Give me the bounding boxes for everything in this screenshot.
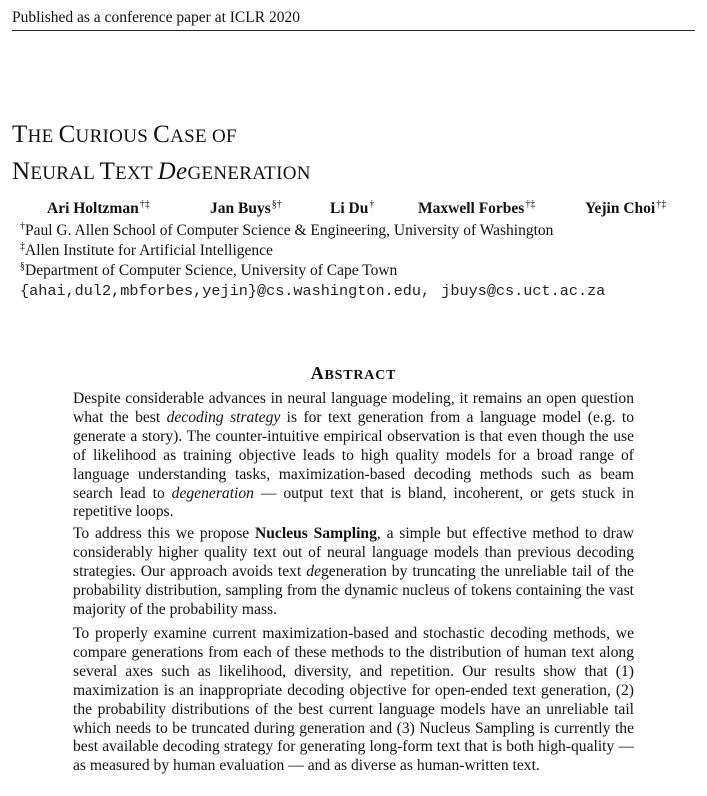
title-smallcaps: EXT [115, 162, 158, 184]
title-letter: C [153, 120, 171, 148]
author [418, 199, 535, 218]
affiliation-marks: §† [271, 199, 282, 210]
affiliation-text: Paul G. Allen School of Computer Science & Engineering, University of Washington [25, 222, 554, 239]
affiliation-marks: †‡ [525, 199, 536, 210]
affiliation-marks: †‡ [139, 199, 150, 210]
author-name: Maxwell Forbes [418, 200, 525, 217]
author [585, 199, 666, 218]
affiliation-text: Allen Institute for Artificial Intelligence [25, 242, 273, 259]
abstract-paragraph-1 [73, 390, 634, 522]
text-run: , a simple but effective method to draw considerably higher quality text out of neural language models than previous decoding strategies. Our approach avoids text [73, 525, 634, 580]
author-name: Li Du [330, 200, 369, 217]
author-name: Jan Buys [210, 200, 271, 217]
affiliation-marks: †‡ [656, 199, 667, 210]
title-letter: N [12, 157, 31, 185]
affiliation-mark: ‡ [20, 241, 25, 252]
abstract-paragraph-3: To properly examine current maximization-based and stochastic decoding methods, we compare generations from each of these methods to the distribution of human text along several axes such as likelihood, diversity, and repetition. Our results show that (1) maximization is an inappropriate decoding objective for open-ended text generation, (2) the probability distributions of the best current language models have an unreliable tail which needs to be truncated during generation and (3) Nucleus Sampling is currently the best available decoding strategy for generating long-form text that is both high-quality — as measured by human evaluation — and as diverse as human-written text. [73, 625, 634, 775]
title-smallcaps: GENERATION [187, 162, 311, 184]
title-letter: C [58, 120, 76, 148]
title-letter: T [12, 120, 28, 148]
heading-smallcaps: BSTRACT [324, 367, 397, 383]
text-run: is for text generation from a language model (e.g. to generate a story). The counter-intuitive empirical observation is that even though the use of likelihood as training objective leads to high quality models for a broad range of language understanding tasks, maximization-based decoding methods such as beam search lead to [73, 408, 635, 502]
title-line-1 [12, 117, 311, 154]
title-smallcaps: URIOUS [75, 125, 154, 147]
title-smallcaps: ASE OF [170, 125, 237, 147]
author [330, 199, 374, 218]
title-smallcaps: HE [27, 125, 59, 147]
author-name: Ari Holtzman [47, 200, 139, 217]
author [210, 199, 282, 218]
affiliation-mark: § [20, 261, 25, 272]
text-run: To address this we propose [73, 525, 255, 542]
emphasis: de [306, 562, 321, 580]
author-name: Yejin Choi [585, 200, 656, 217]
method-name: Nucleus Sampling [254, 525, 377, 542]
abstract-paragraph-2 [73, 525, 634, 620]
affiliation [20, 261, 397, 280]
affiliation [20, 221, 553, 240]
affiliation-marks: † [369, 199, 375, 210]
emphasis: decoding strategy [166, 408, 281, 426]
author-list [47, 199, 687, 219]
title-letter: T [99, 157, 116, 185]
paper-title [12, 117, 311, 191]
title-line-2 [12, 154, 311, 191]
author-emails: {ahai,dul2,mbforbes,yejin}@cs.washington.edu, jbuys@cs.uct.ac.za [20, 282, 606, 300]
affiliation [20, 241, 273, 260]
running-header: Published as a conference paper at ICLR 2020 [12, 9, 695, 31]
affiliation-text: Department of Computer Science, University of Cape Town [25, 262, 398, 279]
abstract-heading [0, 363, 707, 384]
text-run: generation by truncating the unreliable tail of the probability distribution, sampling from the dynamic nucleus of tokens containing the vast majority of the probability mass. [73, 562, 634, 618]
heading-letter: A [310, 362, 325, 383]
title-italic: De [157, 157, 188, 185]
author [47, 199, 150, 218]
title-smallcaps: EURAL [30, 162, 100, 184]
affiliation-mark: † [20, 221, 25, 232]
text-run: Despite considerable advances in neural language modeling, it remains an open question what the best [73, 390, 634, 426]
emphasis: degeneration [171, 484, 254, 502]
text-run: — output text that is bland, incoherent, or gets stuck in repetitive loops. [73, 484, 635, 521]
